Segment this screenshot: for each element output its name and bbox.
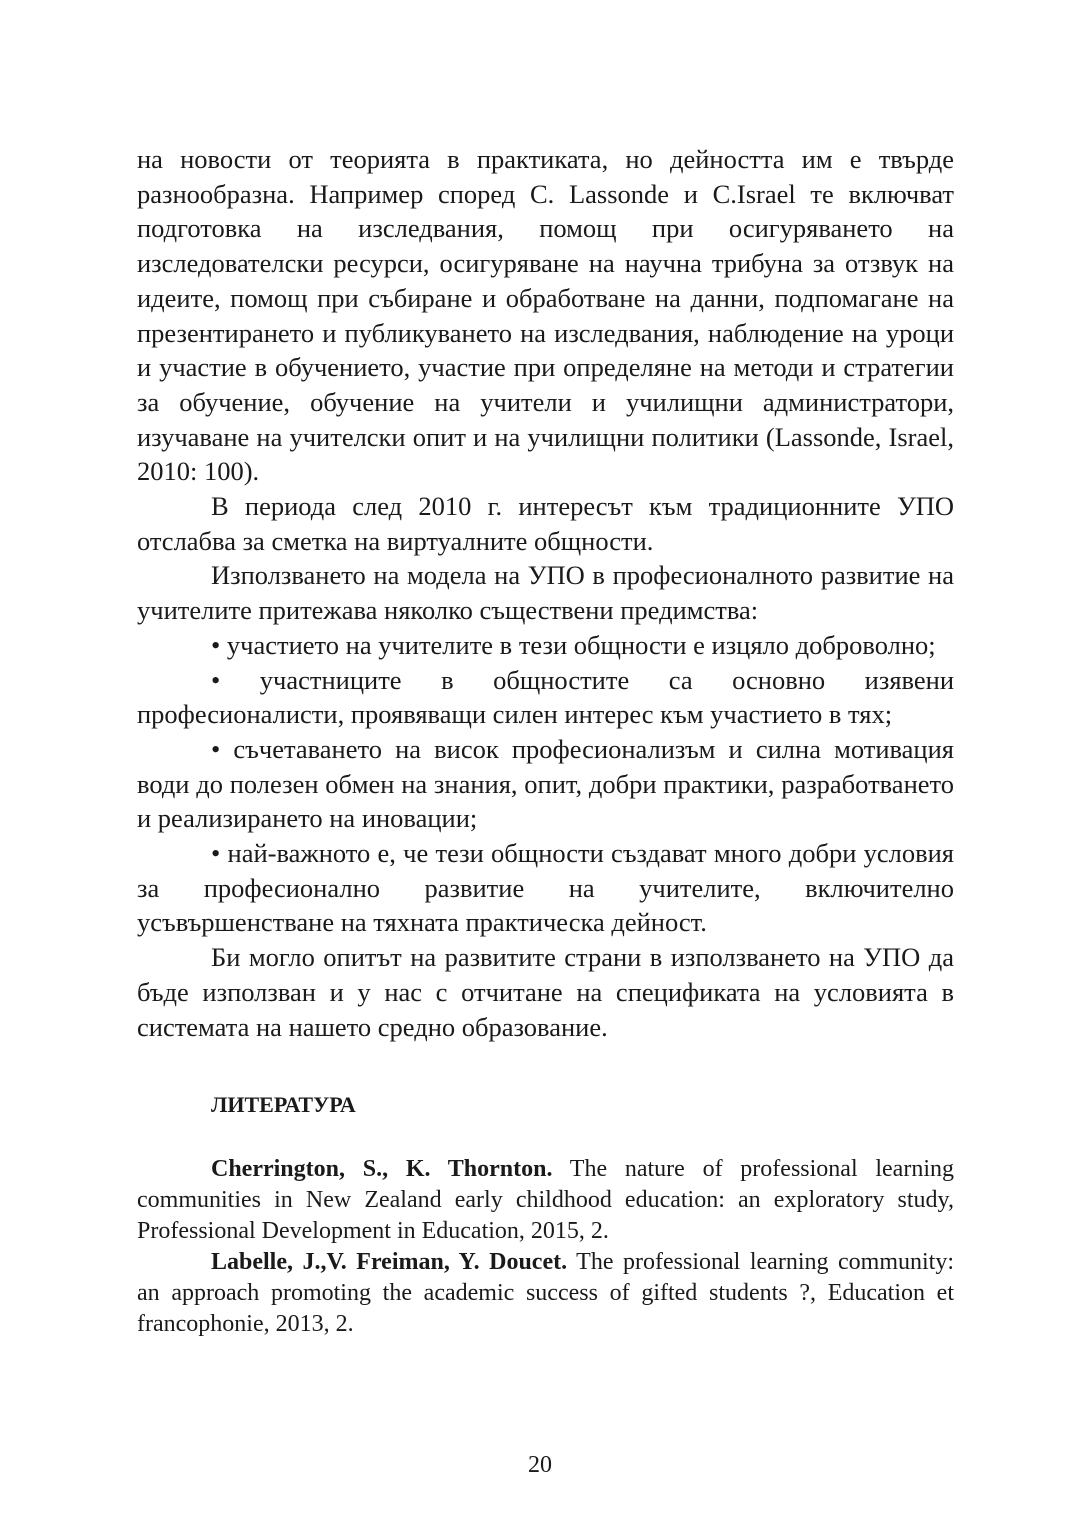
- references-heading: ЛИТЕРАТУРА: [211, 1092, 356, 1118]
- bullet-professionals: • участниците в общностите са основно изявени професионалисти, проявяващи силен интерес към участието в тях;: [137, 664, 954, 730]
- paragraph-continuation: на новости от теорията в практиката, но дейността им е твърде разнообразна. Например според C. Lassonde и C.Israel те включват подготовка на изследвания, помощ при осигуряването на изследователски ресурси, осигуряване на научна трибуна за отзвук на идеите, помощ при събиране и обработване на данни, подпомагане на презентирането и публикуването на изследвания, наблюдение на уроци и участие в обучението, участие при определяне на методи и стратегии за обучение, обучение на учители и училищни администратори, изучаване на учителски опит и на училищни политики (Lassonde, Israel, 2010: 100).: [137, 144, 954, 487]
- reference-authors: Cherrington, S., K. Thornton.: [211, 1156, 553, 1183]
- page-number: 20: [528, 1452, 552, 1478]
- paragraph-period-after-2010: В периода след 2010 г. интересът към традиционните УПО отслабва за сметка на виртуалните общности.: [137, 491, 954, 556]
- paragraph-conclusion: Би могло опитът на развитите страни в използването на УПО да бъде използван и у нас с отчитане на спецификата на условията в системата на нашето средно образование.: [137, 942, 954, 1042]
- page-content: [137, 142, 954, 1340]
- bullet-motivation: • съчетаването на висок професионализъм и силна мотивация води до полезен обмен на знания, опит, добри практики, разработването и реализирането на иновации;: [137, 733, 954, 834]
- reference-item: [137, 1154, 954, 1247]
- reference-authors: Labelle, J.,V. Freiman, Y. Doucet.: [211, 1249, 568, 1276]
- reference-text: The nature of professional learning communities in New Zealand early childhood education: an exploratory study, Professional Development in Education, 2015, 2.: [137, 1156, 954, 1245]
- bullet-conditions: • най-важното е, че тези общности създават много добри условия за професионално развитие на учителите, включително усъвършенстване на тяхната практическа дейност.: [137, 838, 954, 938]
- paragraph-advantages-intro: Използването на модела на УПО в професионалното развитие на учителите притежава няколко съществени предимства:: [137, 560, 954, 626]
- reference-item: [137, 1247, 954, 1340]
- references-list: [137, 1154, 954, 1340]
- bullet-voluntary: • участието на учителите в тези общности е изцяло доброволно;: [211, 629, 936, 660]
- reference-text: The professional learning community: an approach promoting the academic success of gifted students ?, Education et francophonie, 2013, 2.: [137, 1249, 954, 1338]
